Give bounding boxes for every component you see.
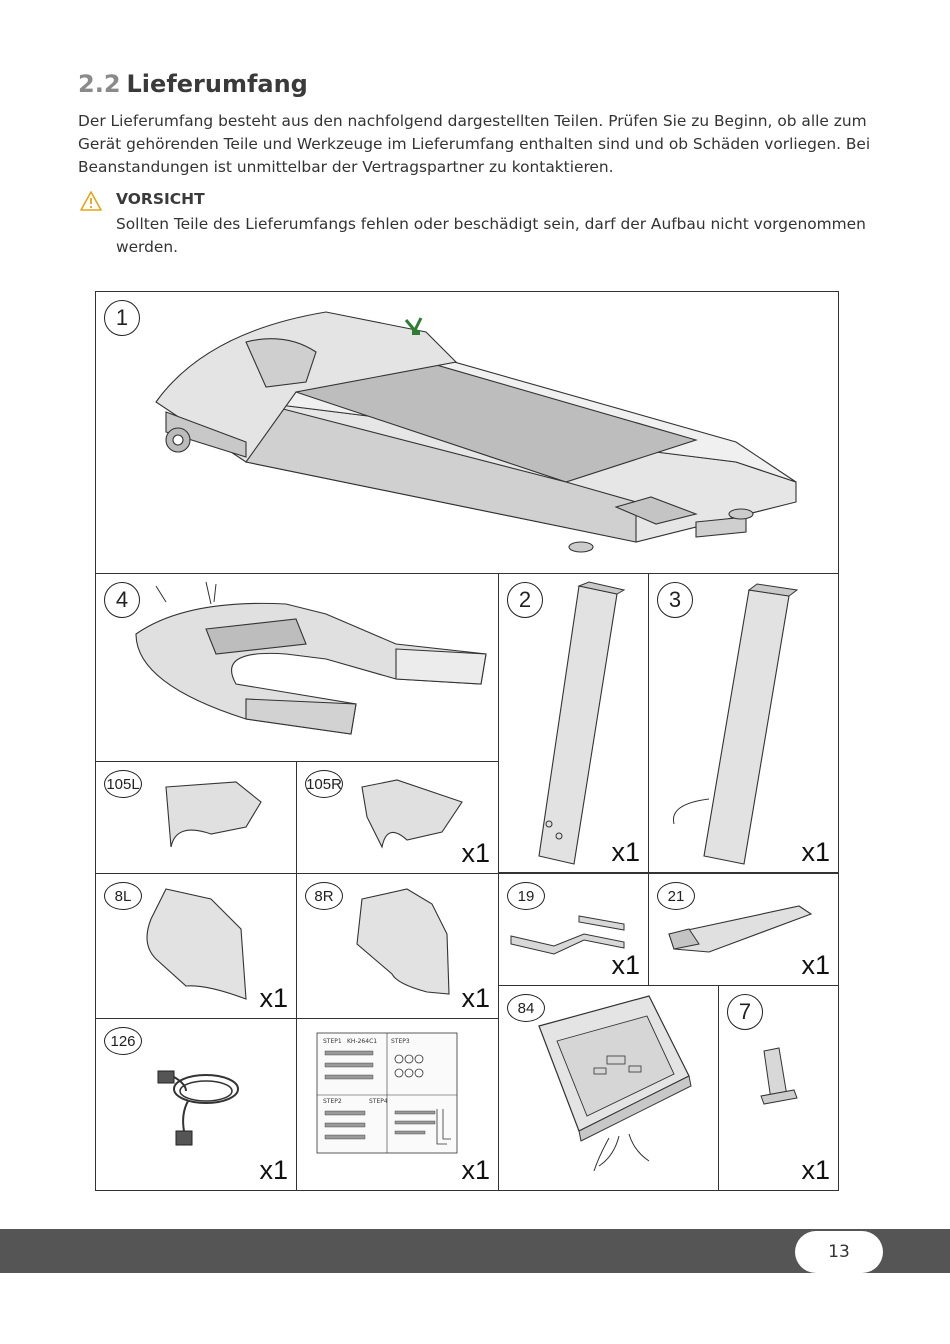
- part-8r-cell: [296, 873, 499, 1019]
- part-3-cell: [648, 573, 839, 873]
- treadmill-base-illustration: [96, 292, 840, 575]
- hardware-kit-qty: x1: [461, 1155, 490, 1185]
- part-8l-qty: x1: [259, 983, 288, 1013]
- part-8r-qty: x1: [461, 983, 490, 1013]
- part-7-qty: x1: [801, 1155, 830, 1185]
- part-4-cell: [95, 573, 499, 762]
- part-8l-cell: [95, 873, 297, 1019]
- part-126-qty: x1: [259, 1155, 288, 1185]
- part-7-cell: [718, 985, 839, 1191]
- part-2-qty: x1: [611, 837, 640, 867]
- part-8r-label: 8R: [305, 882, 343, 910]
- part-84-cell: [498, 985, 719, 1191]
- kit-code: KH-264C1: [347, 1038, 378, 1045]
- part-3-label: 3: [657, 582, 693, 618]
- kit-step2: STEP2: [323, 1098, 342, 1105]
- part-7-label: 7: [727, 994, 763, 1030]
- part-4-label: 4: [104, 582, 140, 618]
- kit-step3: STEP3: [391, 1038, 410, 1045]
- section-number: 2.2: [78, 70, 121, 98]
- kit-step4: STEP4: [369, 1098, 388, 1105]
- part-21-label: 21: [657, 882, 695, 910]
- part-2-label: 2: [507, 582, 543, 618]
- part-21-cell: [648, 873, 839, 986]
- part-19-label: 19: [507, 882, 545, 910]
- part-105r-qty: x1: [461, 838, 490, 868]
- warning-text: Sollten Teile des Lieferumfangs fehlen oder beschädigt sein, darf der Aufbau nicht vorgenommen werden.: [116, 215, 866, 256]
- page-number: 13: [795, 1231, 883, 1273]
- kit-step1: STEP1: [323, 1038, 342, 1045]
- warning-title: VORSICHT: [116, 190, 205, 208]
- part-19-cell: [498, 873, 649, 986]
- left-upright-illustration: [499, 574, 650, 874]
- hardware-kit-cell: [296, 1018, 499, 1191]
- section-heading: [78, 70, 308, 98]
- warning-triangle-icon: [80, 191, 102, 211]
- part-3-qty: x1: [801, 837, 830, 867]
- part-1-label: 1: [104, 300, 140, 336]
- part-1-cell: [95, 291, 839, 574]
- part-84-label: 84: [507, 994, 545, 1022]
- intro-paragraph: Der Lieferumfang besteht aus den nachfolgend dargestellten Teilen. Prüfen Sie zu Beginn, ob alle zum Gerät gehörenden Teile und Werkzeuge im Lieferumfang enthalten sind und ob Schäden vorliegen. Bei Beanstandungen ist unmittelbar der Vertragspartner zu kontaktieren.: [78, 112, 871, 176]
- part-8l-label: 8L: [104, 882, 142, 910]
- part-105r-cell: [296, 761, 499, 874]
- parts-grid: [95, 291, 839, 1191]
- part-105l-label: 105L: [104, 770, 142, 798]
- part-105r-label: 105R: [305, 770, 343, 798]
- part-126-cell: [95, 1018, 297, 1191]
- part-19-qty: x1: [611, 950, 640, 980]
- part-2-cell: [498, 573, 649, 873]
- part-21-qty: x1: [801, 950, 830, 980]
- section-title: Lieferumfang: [126, 70, 308, 98]
- console-frame-illustration: [96, 574, 500, 763]
- part-126-label: 126: [104, 1027, 142, 1055]
- right-upright-illustration: [649, 574, 840, 874]
- part-105l-cell: [95, 761, 297, 874]
